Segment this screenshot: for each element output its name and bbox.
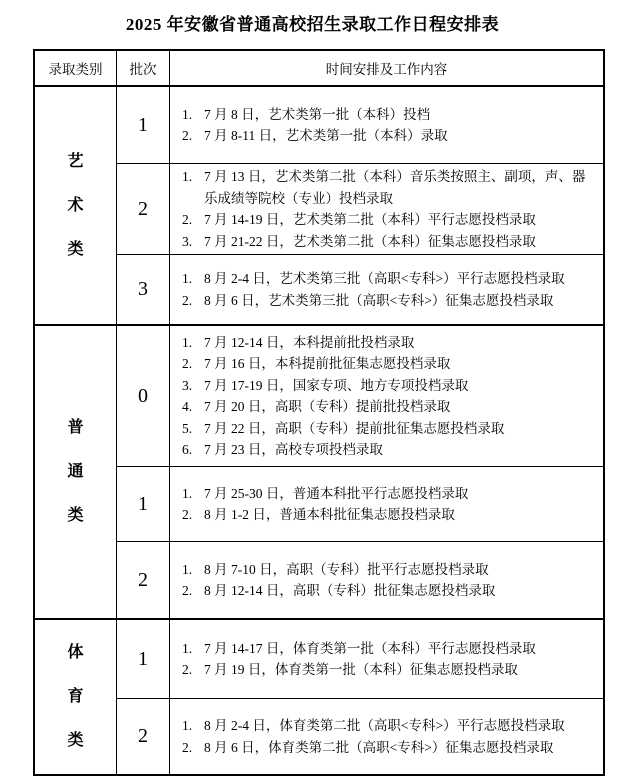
item-text: 8 月 12-14 日，高职（专科）批征集志愿投档录取	[204, 583, 496, 598]
batch-row-sports-2	[117, 698, 603, 774]
item-number: 1.	[182, 718, 193, 733]
item-text: 7 月 12-14 日，本科提前批投档录取	[204, 334, 415, 350]
batch-number: 2	[117, 542, 170, 618]
item-number: 4.	[182, 399, 193, 414]
schedule-cell	[170, 542, 603, 618]
schedule-cell	[170, 699, 603, 774]
schedule-cell	[170, 87, 603, 163]
schedule-cell	[170, 620, 603, 698]
item-number: 1.	[182, 169, 193, 184]
item-number: 3.	[182, 377, 193, 393]
item-text: 8 月 6 日，体育类第二批（高职<专科>）征集志愿投档录取	[204, 739, 554, 755]
schedule-item	[182, 231, 597, 253]
header-category: 录取类别	[35, 51, 117, 85]
item-number: 2.	[182, 212, 193, 227]
batch-row-sports-1	[117, 620, 603, 698]
item-text: 7 月 19 日，体育类第一批（本科）征集志愿投档录取	[204, 662, 518, 677]
item-text: 7 月 14-17 日，体育类第一批（本科）平行志愿投档录取	[204, 640, 536, 656]
item-number: 1.	[182, 271, 193, 286]
section-sports	[35, 618, 603, 774]
item-text: 7 月 17-19 日，国家专项、地方专项投档录取	[204, 377, 469, 393]
item-number: 2.	[182, 739, 193, 755]
item-text: 7 月 13 日，艺术类第二批（本科）音乐类按照主、副项，声、器乐成绩等院校（专业）投档录取	[204, 169, 586, 206]
batch-row-art-3	[117, 254, 603, 324]
category-cell-art	[35, 87, 117, 324]
schedule-item	[182, 483, 597, 505]
schedule-item	[182, 353, 597, 375]
item-text: 7 月 25-30 日，普通本科批平行志愿投档录取	[204, 485, 469, 501]
item-number: 2.	[182, 507, 193, 522]
item-text: 7 月 23 日，高校专项投档录取	[204, 442, 383, 457]
schedule-item	[182, 125, 597, 147]
schedule-item	[182, 715, 597, 737]
batch-number: 3	[117, 255, 170, 324]
batch-row-general-2	[117, 541, 603, 618]
schedule-cell	[170, 255, 603, 324]
item-number: 2.	[182, 128, 193, 143]
item-number: 6.	[182, 442, 193, 457]
schedule-cell	[170, 467, 603, 541]
section-art	[35, 87, 603, 324]
batch-row-art-2	[117, 163, 603, 254]
schedule-item	[182, 290, 597, 312]
schedule-cell	[170, 164, 603, 254]
schedule-item	[182, 439, 597, 461]
batch-row-general-1	[117, 466, 603, 541]
item-number: 2.	[182, 662, 193, 677]
item-text: 8 月 6 日，艺术类第三批（高职<专科>）征集志愿投档录取	[204, 292, 554, 308]
batch-number: 0	[117, 326, 170, 466]
item-text: 8 月 7-10 日，高职（专科）批平行志愿投档录取	[204, 561, 489, 577]
batch-number: 1	[117, 467, 170, 541]
item-text: 8 月 2-4 日，艺术类第三批（高职<专科>）平行志愿投档录取	[204, 271, 565, 286]
section-art-batches	[117, 87, 603, 324]
item-number: 5.	[182, 420, 193, 436]
header-content: 时间安排及工作内容	[325, 62, 448, 77]
item-number: 2.	[182, 583, 193, 598]
category-cell-sports	[35, 620, 117, 774]
section-general-batches	[117, 326, 603, 618]
schedule-item	[182, 737, 597, 759]
category-label-general: 普通类	[67, 419, 84, 524]
schedule-item	[182, 559, 597, 581]
page-title: 2025 年安徽省普通高校招生录取工作日程安排表	[125, 15, 500, 34]
item-number: 2.	[182, 292, 193, 308]
item-text: 7 月 14-19 日，艺术类第二批（本科）平行志愿投档录取	[204, 212, 536, 227]
schedule-item	[182, 580, 597, 602]
batch-row-general-0	[117, 326, 603, 466]
section-sports-batches	[117, 620, 603, 774]
batch-number: 1	[117, 87, 170, 163]
item-number: 1.	[182, 485, 193, 501]
section-general	[35, 324, 603, 618]
item-number: 1.	[182, 106, 193, 122]
schedule-item	[182, 638, 597, 660]
item-number: 1.	[182, 640, 193, 656]
item-number: 2.	[182, 356, 193, 371]
category-cell-general	[35, 326, 117, 618]
batch-number: 1	[117, 620, 170, 698]
item-text: 7 月 20 日，高职（专科）提前批投档录取	[204, 399, 451, 414]
schedule-item	[182, 375, 597, 397]
category-label-sports: 体育类	[67, 644, 84, 749]
item-number: 1.	[182, 334, 193, 350]
item-text: 7 月 21-22 日，艺术类第二批（本科）征集志愿投档录取	[204, 233, 536, 249]
batch-number: 2	[117, 164, 170, 254]
category-label-art: 艺术类	[67, 152, 84, 258]
schedule-item	[182, 268, 597, 290]
item-number: 3.	[182, 233, 193, 249]
item-text: 7 月 8 日，艺术类第一批（本科）投档	[204, 106, 431, 122]
schedule-item	[182, 332, 597, 354]
schedule-item	[182, 104, 597, 126]
schedule-item	[182, 504, 597, 526]
schedule-item	[182, 418, 597, 440]
item-text: 7 月 8-11 日，艺术类第一批（本科）录取	[204, 128, 448, 143]
schedule-cell	[170, 326, 603, 466]
batch-number: 2	[117, 699, 170, 774]
item-text: 8 月 1-2 日，普通本科批征集志愿投档录取	[204, 507, 455, 522]
schedule-item	[182, 209, 597, 231]
batch-row-art-1	[117, 87, 603, 163]
item-text: 7 月 22 日，高职（专科）提前批征集志愿投档录取	[204, 420, 505, 436]
item-text: 7 月 16 日，本科提前批征集志愿投档录取	[204, 356, 451, 371]
schedule-table	[33, 49, 605, 776]
schedule-item	[182, 166, 597, 209]
item-number: 1.	[182, 561, 193, 577]
item-text: 8 月 2-4 日，体育类第二批（高职<专科>）平行志愿投档录取	[204, 718, 565, 733]
schedule-item	[182, 396, 597, 418]
table-header-row	[35, 51, 603, 87]
schedule-item	[182, 659, 597, 681]
header-batch: 批次	[117, 51, 170, 85]
